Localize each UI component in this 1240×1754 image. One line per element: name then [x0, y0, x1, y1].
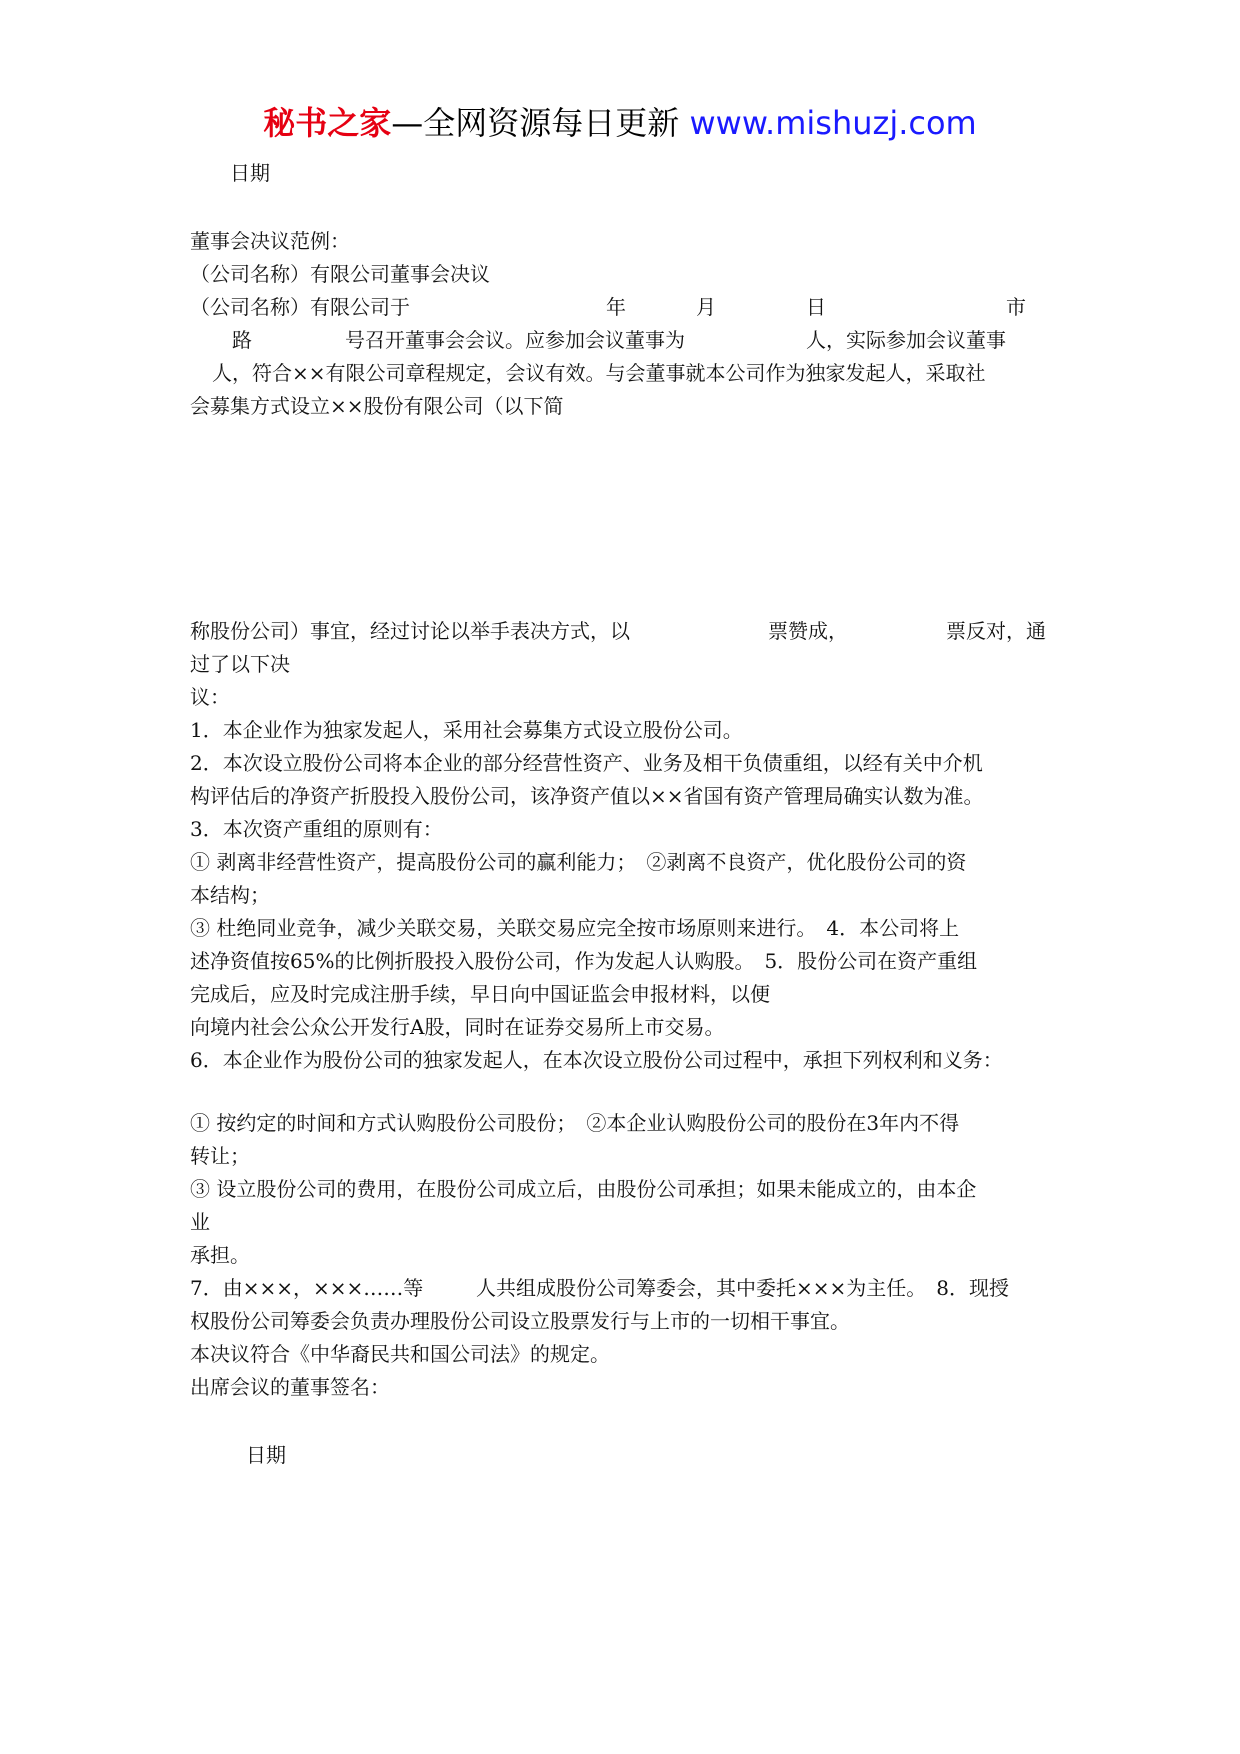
item-6-obligation-3-line-2: 业: [190, 1210, 210, 1234]
item-3-principle-1-line-2: 本结构；: [190, 883, 270, 907]
blank-month-label: 月: [696, 295, 716, 319]
brand-name: 秘书之家: [263, 104, 392, 142]
item-6-obligation-3-line-1: ③ 设立股份公司的费用，在股份公司成立后，由股份公司承担；如果未能成立的，由本企: [190, 1177, 977, 1201]
paragraph-1-line-1-a: （公司名称）有限公司于: [190, 295, 410, 319]
item-3-principle-1-line-1: ① 剥离非经营性资产，提高股份公司的赢利能力； ②剥离不良资产，优化股份公司的资: [190, 850, 967, 874]
header-slogan: —全网资源每日更新: [391, 104, 680, 142]
resolution-item-7-b: 人共组成股份公司筹委会，其中委托×××为主任。 8．现授: [476, 1276, 1009, 1300]
item-6-obligation-1-line-2: 转让；: [190, 1144, 250, 1168]
date-bottom: 日期: [246, 1443, 286, 1467]
director-signature-label: 出席会议的董事签名：: [190, 1375, 390, 1399]
resolution-item-6: 6．本企业作为股份公司的独家发起人，在本次设立股份公司过程中，承担下列权利和义务：: [190, 1048, 1003, 1072]
blank-road-label: 路: [232, 328, 252, 352]
resolution-item-2-line-2: 构评估后的净资产折股投入股份公司，该净资产值以××省国有资产管理局确实认数为准。: [190, 784, 984, 808]
votes-against-label: 票反对，通: [946, 619, 1046, 643]
resolution-item-5-line-3: 向境内社会公众公开发行A股，同时在证券交易所上市交易。: [190, 1015, 725, 1039]
resolution-item-1: 1．本企业作为独家发起人，采用社会募集方式设立股份公司。: [190, 718, 743, 742]
resolution-item-3: 3．本次资产重组的原则有：: [190, 817, 443, 841]
paragraph-1-line-4: 会募集方式设立××股份有限公司（以下简: [190, 394, 564, 418]
site-url-link[interactable]: www.mishuzj.com: [689, 104, 977, 142]
paragraph-2-line-2: 过了以下决: [190, 652, 290, 676]
site-header: [0, 100, 1240, 146]
resolution-item-5-line-2: 完成后，应及时完成注册手续，早日向中国证监会申报材料，以便: [190, 982, 770, 1006]
blank-city-label: 市: [1006, 295, 1026, 319]
resolution-item-8-line-2: 权股份公司筹委会负责办理股份公司设立股票发行与上市的一切相干事宜。: [190, 1309, 850, 1333]
blank-year-label: 年: [606, 295, 626, 319]
paragraph-2-line-3: 议：: [190, 685, 230, 709]
item-3-principle-3-line-1: ③ 杜绝同业竞争，减少关联交易，关联交易应完全按市场原则来进行。 4．本公司将上: [190, 916, 960, 940]
paragraph-1-line-2-b: 号召开董事会会议。应参加会议董事为: [345, 328, 685, 352]
item-6-obligation-1-line-1: ① 按约定的时间和方式认购股份公司股份； ②本企业认购股份公司的股份在3年内不得: [190, 1111, 960, 1135]
resolution-item-7-a: 7．由×××，×××……等: [190, 1276, 424, 1300]
paragraph-1-line-3: 人，符合××有限公司章程规定，会议有效。与会董事就本公司作为独家发起人，采取社: [212, 361, 986, 385]
resolution-item-4-line-2: 述净资值按65%的比例折股投入股份公司，作为发起人认购股。 5．股份公司在资产重组: [190, 949, 978, 973]
date-top: 日期: [230, 161, 270, 185]
document-title: 董事会决议范例：: [190, 229, 350, 253]
votes-for-label: 票赞成，: [768, 619, 848, 643]
item-6-obligation-3-line-3: 承担。: [190, 1243, 250, 1267]
paragraph-2-line-1-a: 称股份公司）事宜，经过讨论以举手表决方式，以: [190, 619, 630, 643]
compliance-statement: 本决议符合《中华裔民共和国公司法》的规定。: [190, 1342, 610, 1366]
resolution-item-2-line-1: 2．本次设立股份公司将本企业的部分经营性资产、业务及相干负债重组，以经有关中介机: [190, 751, 983, 775]
paragraph-1-line-2-c: 人，实际参加会议董事: [806, 328, 1006, 352]
blank-day-label: 日: [806, 295, 826, 319]
resolution-heading: （公司名称）有限公司董事会决议: [190, 262, 490, 286]
